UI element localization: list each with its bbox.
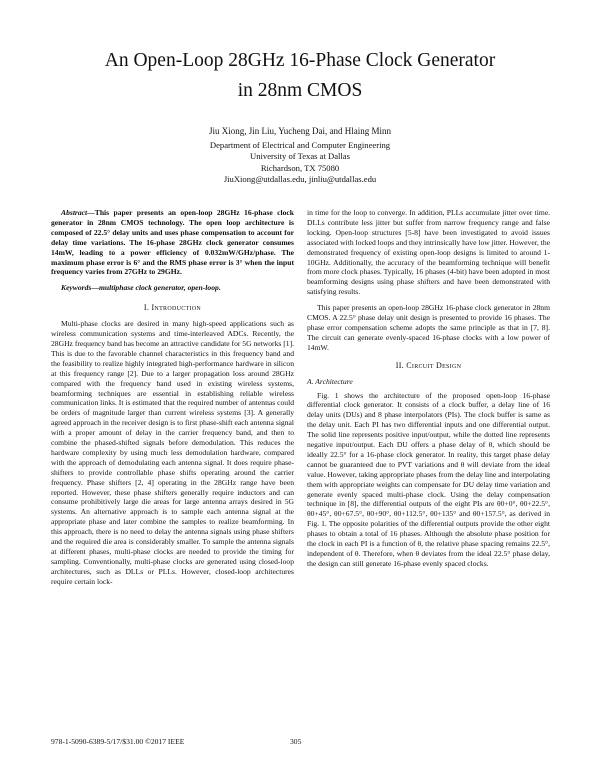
intro-paragraph-1-continued: in time for the loop to converge. In addition, PLLs accumulate jitter over time. DLLs contribute less jitter but suffer from narrow frequency range and false locking. Open-loop structures [5-8] have been investigated to avoid issues associated with locked loops and they intrinsically have low jitter. However, the demonstrated frequency of existing open-loop designs is limited to around 1-10GHz. Additionally, the accuracy of the beamforming technique will benefit from more clock phases. Typically, 16 phases (4-bit) have been adopted in most beamforming designs using phase shifters and have been demonstrated with satisfying results. [307, 208, 550, 297]
author-block [60, 126, 540, 185]
intro-paragraph-1: Multi-phase clocks are desired in many high-speed applications such as wireless communication systems and time-interleaved ADCs. Recently, the 28GHz frequency band has become an attractive candidate for 5G networks [1]. This is due to the favorable channel characteristics in this frequency band and the feasibility to realize highly integrated high-performance hardware in silicon at this frequency range [2]. Due to a larger propagation loss around 28GHz compared with the frequency band used in existing wireless systems, beamforming techniques are essential in establishing reliable wireless communication links. It is estimated that the required number of antennas could be orders of magnitude larger than current wireless systems [3]. A generally agreed approach in the receiver design is to first phase-shift each antenna signal with a proper amount of delay in the carrier frequency band, and then to combine the phased-shifted signals before demodulation. This reduces the hardware complexity by using much less demodulation hardware, compared with the approach of demodulating each antenna signal. It does require phase-shifters to provide controllable phase shifts operating around the carrier frequency. Phase shifters [2, 4] operating in the 28GHz range have been reported. However, these phase shifters generally require inductors and can consume prohibitively large die areas for large antenna arrays desired in 5G systems. An alternative approach is to sample each antenna signal at the appropriate phase and later combine the samples to realize beamforming. In this approach, there is no need to delay the antenna signals using phase shifters and the required die area is considerably smaller. To sample the antenna signals at different phases, multi-phase clocks are needed to provide the timing for sampling. Conventionally, multi-phase clocks are generated using closed-loop architectures, such as DLLs or PLLs. However, closed-loop architectures require certain lock- [51, 319, 294, 586]
abstract-label: Abstract [61, 208, 88, 217]
page-number: 305 [290, 737, 302, 746]
author-university: University of Texas at Dallas [250, 151, 350, 162]
author-city: Richardson, TX 75080 [260, 162, 340, 173]
title-line-2: in 28nm CMOS [237, 80, 363, 101]
section-2-heading: II. Circuit Design [395, 360, 462, 370]
architecture-paragraph-1: Fig. 1 shows the architecture of the proposed open-loop 16-phase differential clock generator. It consists of a clock buffer, a delay line of 16 delay units (DUs) and 8 phase interpolators (PIs). The clock buffer is same as the delay unit. Each PI has two differential inputs and one differential output. The solid line represents positive input/output, while the dotted line represents negative input/output. Each DU offers a phase delay of θ, which should be ideally 22.5° for a 16-phase clock generator. In reality, this target phase delay cannot be guaranteed due to PVT variations and θ will deviate from the ideal value. However, taking appropriate phases from the delay line and interpolating them with appropriate weights can compensate for DU delay time variation and generate evenly spaced multi-phase clock. Using the delay compensation technique in [8], the differential outputs of the eight PIs are θ0+0°, θ0+22.5°, θ0+45°, θ0+67.5°, θ0+90°, θ0+112.5°, θ0+135° and θ0+157.5°, as derived in Fig. 1. The opposite polarities of the differential outputs provide the other eight phases to obtain a total of 16 phases. Although the absolute phase position for the clock in each PI is a function of θ, the relative phase spacing remains 22.5°, independent of θ. Therefore, when θ deviates from the ideal 22.5° phase delay, the design can still generate 16-phase evenly spaced clocks. [307, 390, 550, 568]
author-names: Jiu Xiong, Jin Liu, Yucheng Dai, and Hlaing Minn [209, 126, 391, 136]
abstract [51, 208, 294, 277]
intro-paragraph-2: This paper presents an open-loop 28GHz 16-phase clock generator in 28nm CMOS. A 22.5° phase delay unit design is presented to provide 16 phases. The phase error compensation scheme adopts the same principle as that in [7, 8]. The circuit can generate evenly-spaced 16-phase clocks with a low power of 14mW. [307, 303, 550, 352]
abstract-text: —This paper presents an open-loop 28GHz 16-phase clock generator in 28nm CMOS technology. The open loop architecture is composed of 22.5° delay units and uses phase compensation to account for delay time variations. The 16-phase 28GHz clock generator consumes 14mW, leading to a power efficiency of 0.032mW/GHz/phase. The maximum phase error is 6° and the RMS phase error is 3° when the input frequency varies from 27GHz to 29GHz. [51, 208, 294, 277]
subsection-architecture-heading: A. Architecture [307, 376, 353, 386]
author-emails: JiuXiong@utdallas.edu, jinliu@utdallas.edu [223, 173, 377, 184]
left-column [51, 208, 294, 593]
keywords: Keywords—multiphase clock generator, open-loop. [61, 283, 221, 293]
paper-title [40, 46, 560, 106]
section-1-heading: I. Introduction [143, 303, 202, 313]
title-line-1: An Open-Loop 28GHz 16-Phase Clock Generator [104, 50, 496, 71]
right-column [307, 208, 550, 575]
author-department: Department of Electrical and Computer Engineering [209, 140, 391, 151]
footer-isbn: 978-1-5090-6389-5/17/$31.00 ©2017 IEEE [51, 737, 185, 746]
